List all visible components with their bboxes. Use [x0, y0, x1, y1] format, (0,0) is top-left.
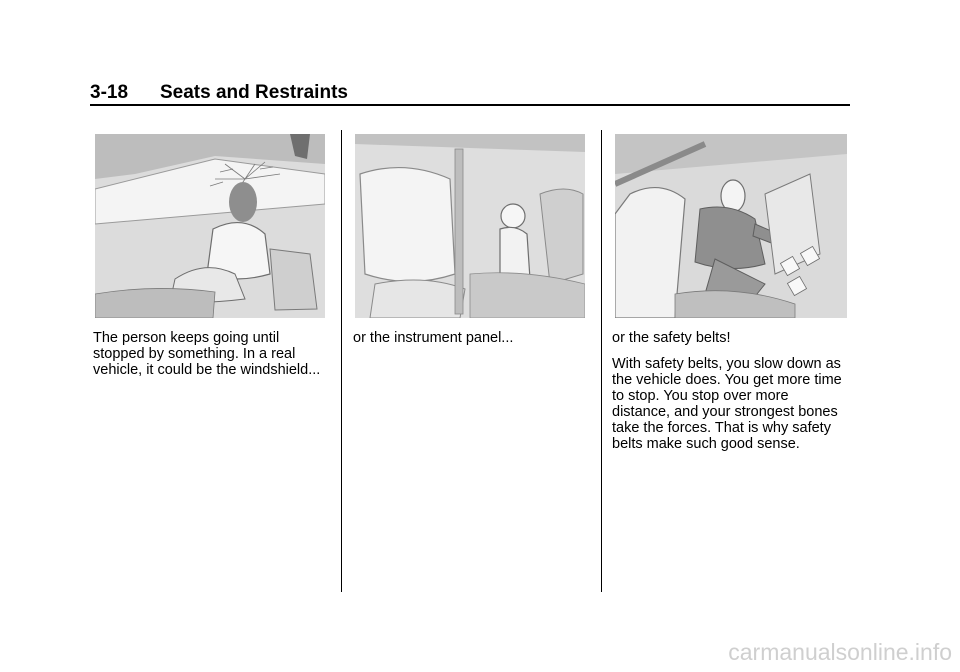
body-paragraph: With safety belts, you slow down as the vehicle does. You get more time to stop. You stop over more distance, and your strongest bones take the forces. That is why safety belts make such good sense. [612, 356, 842, 452]
body-paragraph: The person keeps going until stopped by something. In a real vehicle, it could be the windshield... [93, 330, 321, 378]
page-header [90, 80, 850, 104]
body-paragraph: or the instrument panel... [353, 330, 514, 346]
section-title: Seats and Restraints [160, 82, 348, 103]
windshield-impact-illustration [95, 134, 325, 318]
header-rule [90, 104, 850, 106]
column-divider [601, 130, 602, 592]
page-number: 3-18 [90, 82, 129, 103]
column-divider [341, 130, 342, 592]
column-3-text [612, 330, 844, 462]
body-paragraph: or the safety belts! [612, 330, 731, 346]
column-2-text [353, 330, 593, 356]
safety-belt-restraint-illustration [615, 134, 847, 318]
watermark: carmanualsonline.info [728, 639, 952, 665]
instrument-panel-impact-illustration [355, 134, 585, 318]
column-1-text [93, 330, 333, 388]
